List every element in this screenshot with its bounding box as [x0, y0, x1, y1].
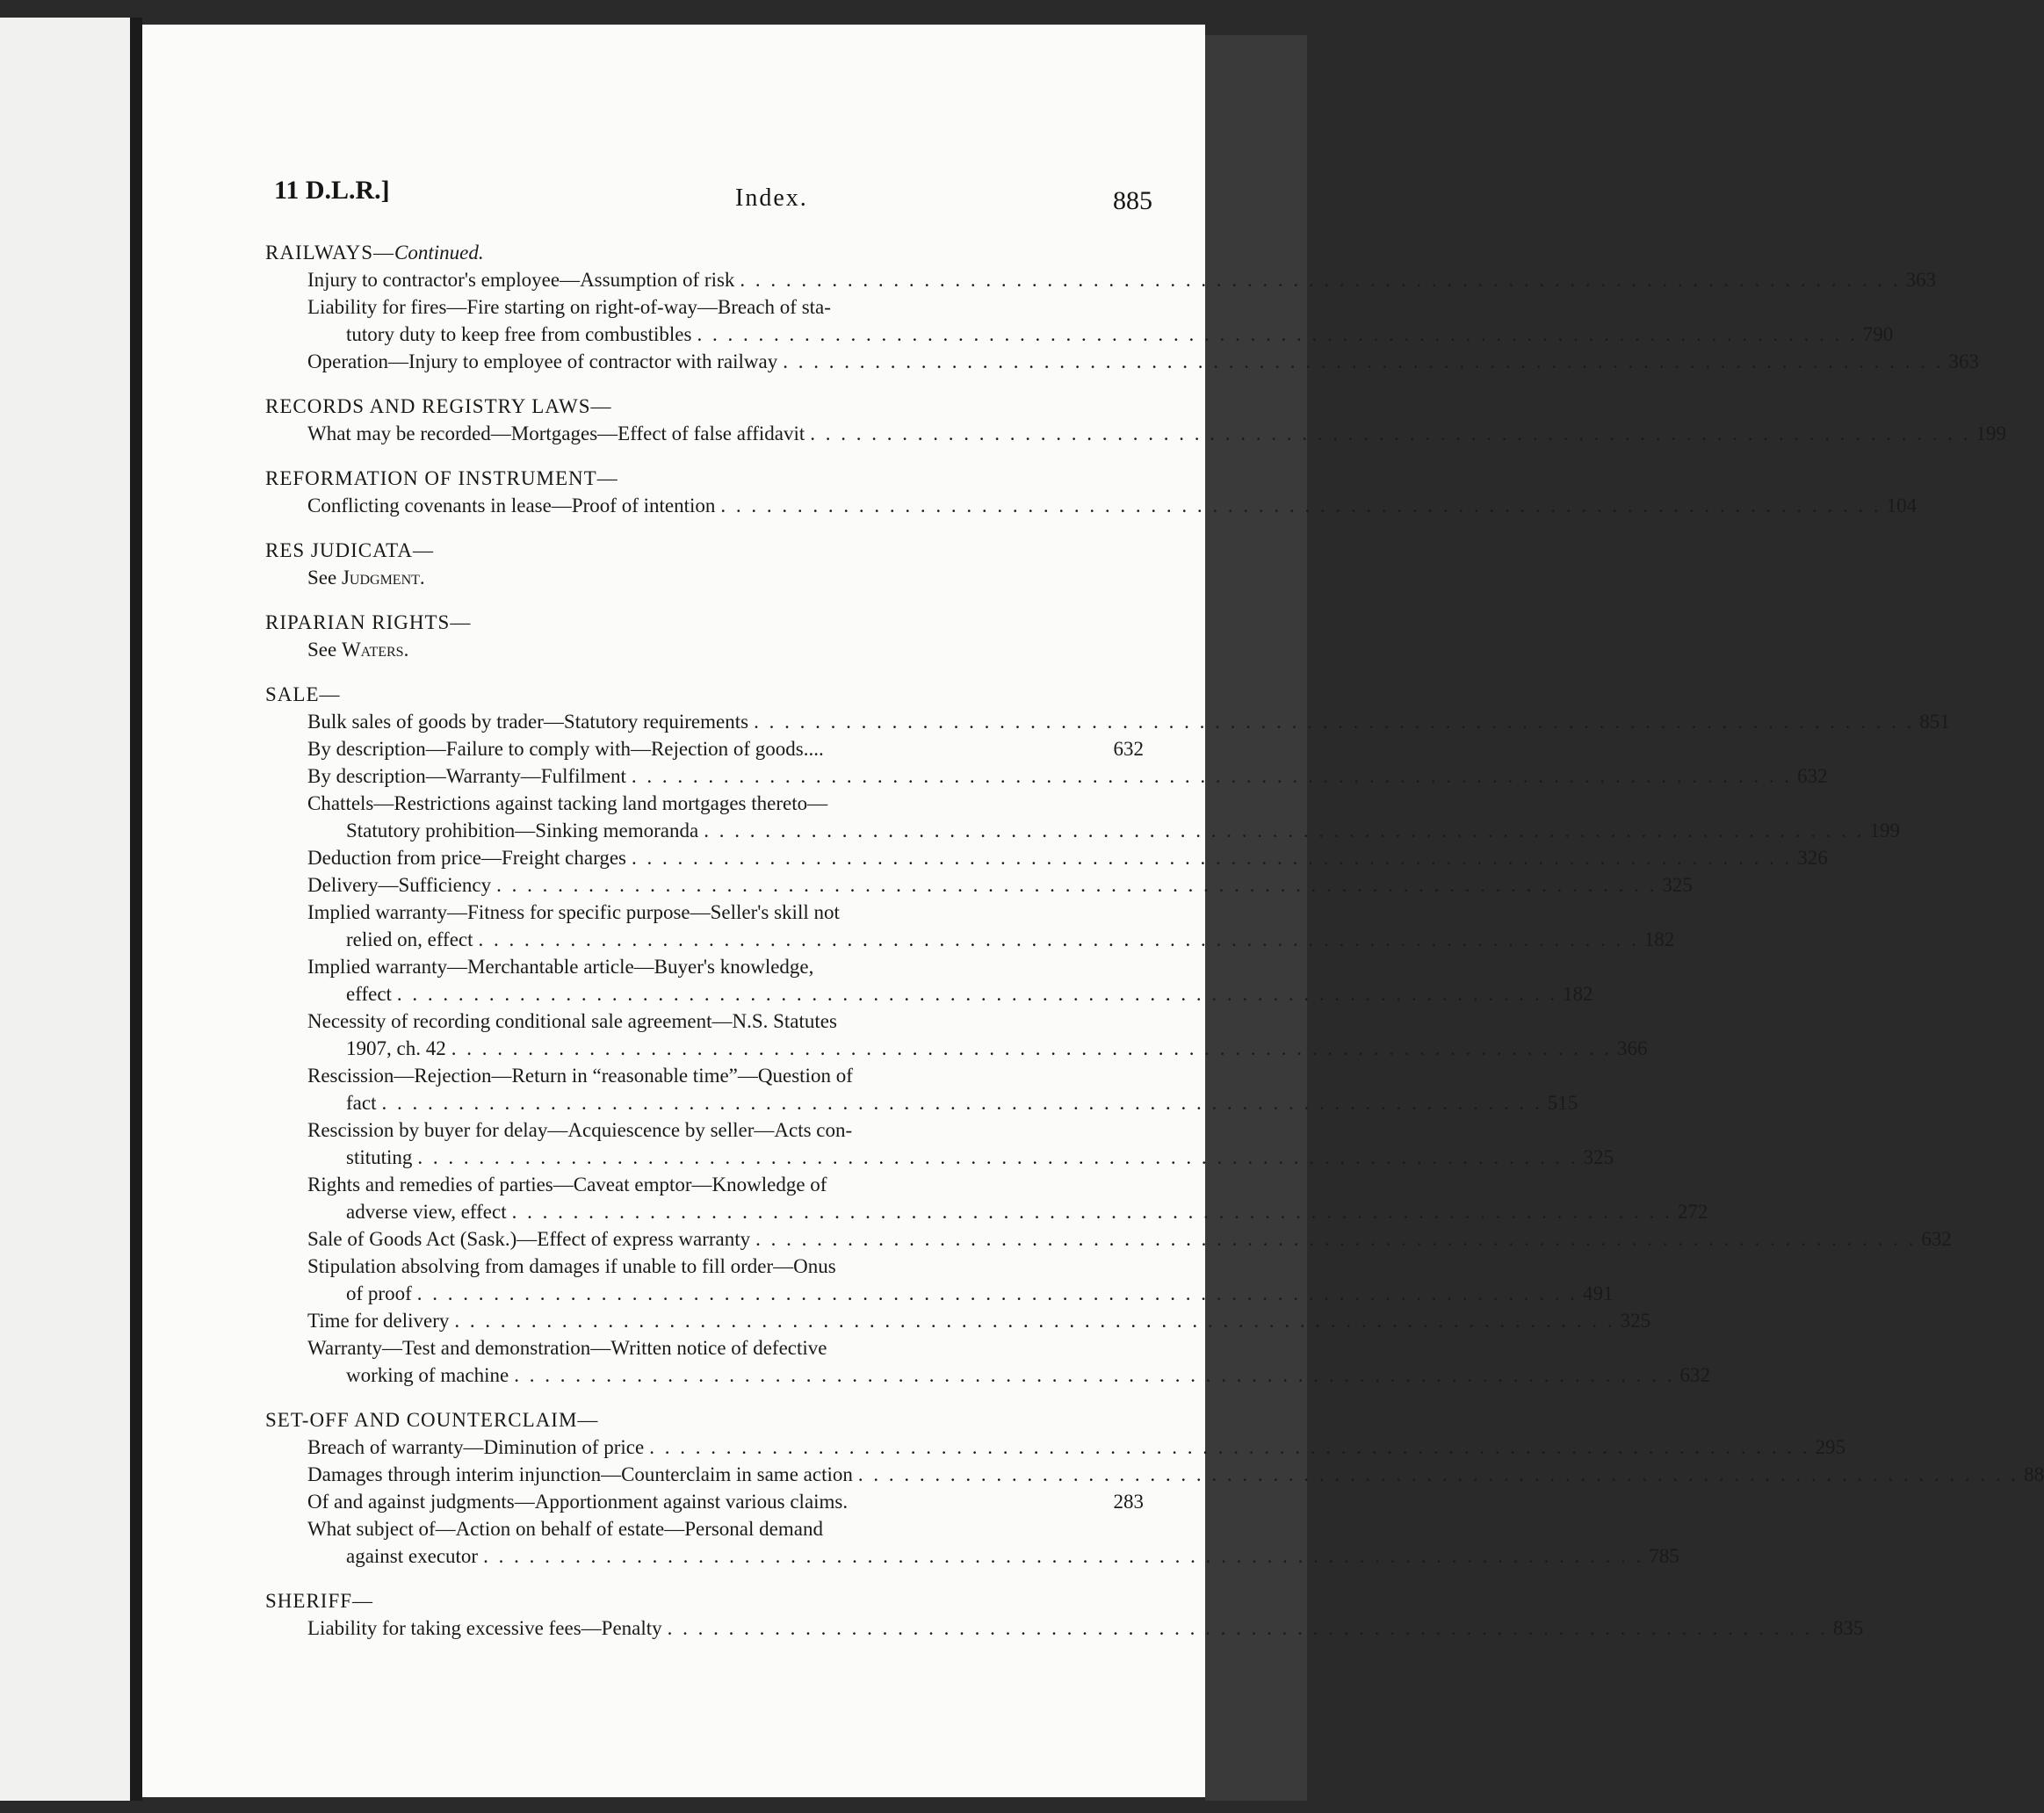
section-heading-text: RIPARIAN RIGHTS— — [265, 611, 472, 633]
entry-page-number: 851 — [1919, 711, 1950, 733]
entry-line — [307, 1542, 1649, 1570]
entry-text — [307, 1307, 1621, 1334]
dot-leader: . . . . . . . . . . . . . . . . . . . . . . . . . . . . . . . . . . . . . . . . . . . . . . . . . . . . . . . . . . . . . . . . . . . . . . . . . . . . — [754, 711, 1915, 733]
entry-line — [307, 1225, 1921, 1253]
section-heading-text: RES JUDICATA— — [265, 539, 434, 561]
entry-text — [307, 293, 1863, 348]
index-entry — [265, 266, 1937, 293]
dot-leader: . . . . . . . . . . . . . . . . . . . . . . . . . . . . . . . . . . . . . . . . . . . . . . . . . . . . . . . . . . . . . . . . . . . . . . . . . . . . — [496, 874, 1658, 896]
dot-leader: . . . . . . . . . . . . . . . . . . . . . . . . . . . . . . . . . . . . . . . . . . . . . . . . . . . . . . . . . . . . . . . . . . . . . . . . . . . . — [720, 495, 1881, 516]
entry-line-text: relied on, effect — [346, 928, 473, 950]
dot-leader: . . . . . . . . . . . . . . . . . . . . . . . . . . . . . . . . . . . . . . . . . . . . . . . . . . . . . . . . . . . . . . . . . . . . . . . . . . . . — [857, 1463, 2019, 1485]
entry-page-number: 632 — [1921, 1228, 1952, 1250]
book-gutter — [130, 18, 142, 1801]
index-entry — [265, 492, 1918, 519]
entry-line-text: tutory duty to keep free from combustibles — [346, 323, 692, 345]
index-entry — [265, 953, 1593, 1008]
index-entry — [265, 1171, 1708, 1225]
entry-line — [307, 926, 1644, 953]
dot-leader: . . . . . . . . . . . . . . . . . . . . . . . . . . . . . . . . . . . . . . . . . . . . . . . . . . . . . . . . . . . . . . . . . . . . . . . . . . . . — [740, 269, 1901, 291]
entry-page-number: 325 — [1583, 1146, 1614, 1168]
entry-text — [307, 735, 1098, 762]
section-heading — [265, 239, 1144, 266]
dot-leader: . . . . . . . . . . . . . . . . . . . . . . . . . . . . . . . . . . . . . . . . . . . . . . . . . . . . . . . . . . . . . . . . . . . . . . . . . . . . — [697, 323, 1858, 345]
entry-text — [307, 1515, 1649, 1570]
entry-line — [307, 1307, 1621, 1334]
index-entry — [265, 871, 1693, 899]
entry-line — [307, 790, 1869, 817]
entry-line — [307, 1334, 1679, 1362]
see-label: See — [307, 639, 342, 661]
entry-page-number: 515 — [1547, 1092, 1578, 1114]
entry-line-text: Liability for fires—Fire starting on right-of-way—Breach of sta- — [307, 296, 831, 318]
index-page — [142, 25, 2044, 1797]
entry-line-text: Bulk sales of goods by trader—Statutory requirements — [307, 711, 749, 733]
volume-label: 11 D.L.R.] — [274, 176, 390, 205]
section-heading — [265, 681, 1144, 708]
entry-line — [307, 1089, 1548, 1116]
cross-reference — [265, 564, 1144, 591]
entry-page-number: 199 — [1869, 820, 1900, 841]
entry-page-number: 283 — [1113, 1491, 1144, 1513]
entry-line — [307, 1008, 1617, 1035]
entry-line-text: Necessity of recording conditional sale agreement—N.S. Statutes — [307, 1010, 837, 1032]
dot-leader: . . . . . . . . . . . . . . . . . . . . . . . . . . . . . . . . . . . . . . . . . . . . . . . . . . . . . . . . . . . . . . . . . . . . . . . . . . . . — [810, 423, 1971, 444]
entry-page-number: 88 — [2024, 1463, 2044, 1485]
index-entry — [265, 1488, 1144, 1515]
entry-page-number: 632 — [1797, 765, 1828, 787]
entry-line — [307, 1362, 1679, 1389]
entry-page-number: 785 — [1649, 1545, 1679, 1567]
index-entry — [265, 790, 1900, 844]
entry-text — [307, 1062, 1548, 1116]
entry-line-text: 1907, ch. 42 — [346, 1037, 446, 1059]
entry-line — [307, 1144, 1584, 1171]
entry-line — [307, 1198, 1678, 1225]
index-entry — [265, 1116, 1614, 1171]
entry-page-number: 632 — [1679, 1364, 1710, 1386]
entry-page-number: 790 — [1862, 323, 1894, 345]
entry-line-text: Time for delivery — [307, 1310, 450, 1332]
entry-line — [307, 1280, 1583, 1307]
index-entry — [265, 1461, 2044, 1488]
entry-line — [307, 762, 1797, 790]
entry-line-text: Conflicting covenants in lease—Proof of intention — [307, 495, 716, 516]
entry-text — [307, 1171, 1678, 1225]
entry-line — [307, 1062, 1548, 1089]
entry-line — [307, 1488, 1098, 1515]
entry-line — [307, 871, 1662, 899]
index-entry — [265, 293, 1894, 348]
entry-line-text: Of and against judgments—Apportionment against various claims. — [307, 1491, 849, 1513]
page-title: Index. — [735, 184, 808, 212]
entry-line-text: Rescission by buyer for delay—Acquiescence by seller—Acts con- — [307, 1119, 853, 1141]
dot-leader: . . . . . . . . . . . . . . . . . . . . . . . . . . . . . . . . . . . . . . . . . . . . . . . . . . . . . . . . . . . . . . . . . . . . . . . . . . . . — [451, 1037, 1612, 1059]
entry-page-number: 104 — [1886, 495, 1918, 516]
entry-line — [307, 1614, 1833, 1642]
section-heading-text: RAILWAYS— — [265, 242, 395, 264]
entry-text — [307, 844, 1797, 871]
running-header — [274, 165, 1152, 218]
dot-leader: . . . . . . . . . . . . . . . . . . . . . . . . . . . . . . . . . . . . . . . . . . . . . . . . . . . . . . . . . . . . . . . . . . . . . . . . . . . . — [755, 1228, 1917, 1250]
entry-line — [307, 321, 1863, 348]
entry-text — [307, 762, 1797, 790]
entry-line-text: Damages through interim injunction—Counterclaim in same action — [307, 1463, 853, 1485]
entry-line-text: working of machine — [346, 1364, 509, 1386]
index-section — [265, 537, 1144, 591]
entry-line-text: Rights and remedies of parties—Caveat emptor—Knowledge of — [307, 1174, 827, 1195]
entry-line-text: Operation—Injury to employee of contractor with railway — [307, 350, 778, 372]
dot-leader: . . . . . . . . . . . . . . . . . . . . . . . . . . . . . . . . . . . . . . . . . . . . . . . . . . . . . . . . . . . . . . . . . . . . . . . . . . . . — [416, 1282, 1578, 1304]
section-heading-text: RECORDS AND REGISTRY LAWS— — [265, 395, 612, 417]
entry-page-number: 325 — [1620, 1310, 1651, 1332]
entry-line-text: What may be recorded—Mortgages—Effect of false affidavit — [307, 423, 805, 444]
index-entry — [265, 1434, 1845, 1461]
index-section — [265, 239, 1979, 375]
entry-page-number: 325 — [1662, 874, 1693, 896]
entry-line — [307, 844, 1797, 871]
entry-line — [307, 1253, 1583, 1280]
index-entry — [265, 735, 1144, 762]
dot-leader: . . . . . . . . . . . . . . . . . . . . . . . . . . . . . . . . . . . . . . . . . . . . . . . . . . . . . . . . . . . . . . . . . . . . . . . . . . . . — [631, 765, 1793, 787]
entry-line-text: effect — [346, 983, 392, 1005]
entry-page-number: 199 — [1975, 423, 2007, 444]
section-heading-text: SHERIFF— — [265, 1590, 374, 1612]
see-label: See — [307, 567, 342, 589]
entry-line-text: Breach of warranty—Diminution of price — [307, 1436, 645, 1458]
section-heading — [265, 609, 1144, 636]
dot-leader: . . . . . . . . . . . . . . . . . . . . . . . . . . . . . . . . . . . . . . . . . . . . . . . . . . . . . . . . . . . . . . . . . . . . . . . . . . . . — [704, 820, 1865, 841]
entry-line — [307, 953, 1563, 980]
entry-page-number: 363 — [1948, 350, 1979, 372]
section-heading — [265, 393, 1144, 420]
entry-line-text: stituting — [346, 1146, 413, 1168]
entry-page-number: 366 — [1616, 1037, 1648, 1059]
entry-line-text: Liability for taking excessive fees—Penalty — [307, 1617, 662, 1639]
entry-text — [307, 1008, 1617, 1062]
continued-label: Continued. — [394, 242, 484, 264]
entry-line-text: Chattels—Restrictions against tacking land mortgages thereto— — [307, 792, 828, 814]
dot-leader: . . . . . . . . . . . . . . . . . . . . . . . . . . . . . . . . . . . . . . . . . . . . . . . . . . . . . . . . . . . . . . . . . . . . . . . . . . . . — [454, 1310, 1615, 1332]
entry-line-text: Implied warranty—Fitness for specific purpose—Seller's skill not — [307, 901, 840, 923]
page-number: 885 — [1113, 186, 1152, 215]
entry-line-text: Sale of Goods Act (Sask.)—Effect of express warranty — [307, 1228, 751, 1250]
index-section — [265, 393, 2007, 447]
entry-text — [307, 420, 1976, 447]
entry-line-text: Implied warranty—Merchantable article—Buyer's knowledge, — [307, 956, 814, 978]
section-heading — [265, 1587, 1144, 1614]
entry-line-text: Delivery—Sufficiency — [307, 874, 492, 896]
entry-text — [307, 1434, 1815, 1461]
entry-page-number: 326 — [1797, 847, 1828, 869]
entry-text — [307, 953, 1563, 1008]
section-heading — [265, 1406, 1144, 1434]
entry-line — [307, 980, 1563, 1008]
index-entry — [265, 1225, 1952, 1253]
entry-line-text: Rescission—Rejection—Return in “reasonable time”—Question of — [307, 1065, 853, 1087]
entry-text — [307, 1116, 1584, 1171]
index-entry — [265, 899, 1675, 953]
index-section — [265, 1406, 2044, 1570]
index-entry — [265, 1614, 1864, 1642]
entry-line-text: Warranty—Test and demonstration—Written notice of defective — [307, 1337, 827, 1359]
entry-line — [307, 1116, 1584, 1144]
entry-text — [307, 899, 1644, 953]
entry-text — [307, 266, 1906, 293]
entry-text — [307, 708, 1919, 735]
entry-text — [307, 871, 1662, 899]
entry-line — [307, 293, 1863, 321]
dot-leader: . . . . . . . . . . . . . . . . . . . . . . . . . . . . . . . . . . . . . . . . . . . . . . . . . . . . . . . . . . . . . . . . . . . . . . . . . . . . — [478, 928, 1639, 950]
section-heading-text: SALE— — [265, 683, 341, 705]
entry-page-number: 272 — [1677, 1201, 1708, 1223]
entry-line — [307, 266, 1906, 293]
dot-leader: . . . . . . . . . . . . . . . . . . . . . . . . . . . . . . . . . . . . . . . . . . . . . . . . . . . . . . . . . . . . . . . . . . . . . . . . . . . . — [632, 847, 1793, 869]
see-reference: Judgment. — [341, 567, 425, 589]
index-entry — [265, 1515, 1679, 1570]
section-heading — [265, 465, 1144, 492]
entry-line — [307, 420, 1976, 447]
entry-line — [307, 817, 1869, 844]
entry-line-text: Injury to contractor's employee—Assumption of risk — [307, 269, 735, 291]
entry-text — [307, 1614, 1833, 1642]
index-section — [265, 1587, 1864, 1642]
entry-line — [307, 735, 1098, 762]
entry-text — [307, 1225, 1921, 1253]
entry-line — [307, 708, 1919, 735]
entry-text — [307, 790, 1869, 844]
facing-page-edge — [0, 18, 130, 1801]
entry-text — [307, 1334, 1679, 1389]
index-entry — [265, 348, 1979, 375]
entry-line-text: adverse view, effect — [346, 1201, 507, 1223]
entry-line — [307, 899, 1644, 926]
index-entry — [265, 762, 1828, 790]
entry-line — [307, 1171, 1678, 1198]
entry-line — [307, 1461, 2024, 1488]
entry-line-text: By description—Failure to comply with—Rejection of goods.... — [307, 738, 824, 760]
index-body — [265, 239, 2044, 1642]
index-entry — [265, 844, 1828, 871]
dot-leader: . . . . . . . . . . . . . . . . . . . . . . . . . . . . . . . . . . . . . . . . . . . . . . . . . . . . . . . . . . . . . . . . . . . . . . . . . . . . — [381, 1092, 1542, 1114]
see-reference: Waters. — [341, 639, 409, 661]
section-heading — [265, 537, 1144, 564]
entry-line — [307, 1035, 1617, 1062]
index-entry — [265, 1334, 1710, 1389]
entry-line-text: against executor — [346, 1545, 479, 1567]
dot-leader: . . . . . . . . . . . . . . . . . . . . . . . . . . . . . . . . . . . . . . . . . . . . . . . . . . . . . . . . . . . . . . . . . . . . . . . . . . . . — [483, 1545, 1644, 1567]
entry-text — [307, 1461, 2024, 1488]
index-entry — [265, 1307, 1651, 1334]
entry-line — [307, 492, 1887, 519]
entry-line — [307, 1434, 1815, 1461]
entry-page-number: 491 — [1582, 1282, 1614, 1304]
entry-text — [307, 1253, 1583, 1307]
dot-leader: . . . . . . . . . . . . . . . . . . . . . . . . . . . . . . . . . . . . . . . . . . . . . . . . . . . . . . . . . . . . . . . . . . . . . . . . . . . . — [396, 983, 1558, 1005]
entry-line — [307, 348, 1948, 375]
entry-line-text: of proof — [346, 1282, 412, 1304]
index-entry — [265, 420, 2007, 447]
index-entry — [265, 1253, 1614, 1307]
index-section — [265, 609, 1144, 663]
section-heading-text: SET-OFF AND COUNTERCLAIM— — [265, 1409, 599, 1431]
index-section — [265, 681, 1952, 1389]
dot-leader: . . . . . . . . . . . . . . . . . . . . . . . . . . . . . . . . . . . . . . . . . . . . . . . . . . . . . . . . . . . . . . . . . . . . . . . . . . . . — [417, 1146, 1578, 1168]
dot-leader: . . . . . . . . . . . . . . . . . . . . . . . . . . . . . . . . . . . . . . . . . . . . . . . . . . . . . . . . . . . . . . . . . . . . . . . . . . . . — [649, 1436, 1810, 1458]
dot-leader: . . . . . . . . . . . . . . . . . . . . . . . . . . . . . . . . . . . . . . . . . . . . . . . . . . . . . . . . . . . . . . . . . . . . . . . . . . . . — [514, 1364, 1675, 1386]
entry-text — [307, 348, 1948, 375]
dot-leader: . . . . . . . . . . . . . . . . . . . . . . . . . . . . . . . . . . . . . . . . . . . . . . . . . . . . . . . . . . . . . . . . . . . . . . . . . . . . — [783, 350, 1944, 372]
entry-text — [307, 1488, 1098, 1515]
index-section — [265, 465, 1918, 519]
index-entry — [265, 708, 1950, 735]
entry-page-number: 363 — [1905, 269, 1937, 291]
dot-leader: . . . . . . . . . . . . . . . . . . . . . . . . . . . . . . . . . . . . . . . . . . . . . . . . . . . . . . . . . . . . . . . . . . . . . . . . . . . . — [511, 1201, 1672, 1223]
entry-line-text: By description—Warranty—Fulfilment — [307, 765, 626, 787]
entry-line-text: What subject of—Action on behalf of estate—Personal demand — [307, 1518, 823, 1540]
entry-line-text: Statutory prohibition—Sinking memoranda — [346, 820, 699, 841]
entry-text — [307, 492, 1887, 519]
entry-page-number: 632 — [1113, 738, 1144, 760]
entry-page-number: 182 — [1643, 928, 1675, 950]
entry-page-number: 835 — [1832, 1617, 1864, 1639]
entry-line-text: Stipulation absolving from damages if unable to fill order—Onus — [307, 1255, 836, 1277]
entry-page-number: 182 — [1563, 983, 1593, 1005]
section-heading-text: REFORMATION OF INSTRUMENT— — [265, 467, 618, 489]
entry-line-text: Deduction from price—Freight charges — [307, 847, 626, 869]
index-entry — [265, 1008, 1648, 1062]
dot-leader: . . . . . . . . . . . . . . . . . . . . . . . . . . . . . . . . . . . . . . . . . . . . . . . . . . . . . . . . . . . . . . . . . . . . . . . . . . . . — [667, 1617, 1828, 1639]
index-entry — [265, 1062, 1578, 1116]
entry-page-number: 295 — [1815, 1436, 1845, 1458]
cross-reference — [265, 636, 1144, 663]
entry-line-text: fact — [346, 1092, 377, 1114]
entry-line — [307, 1515, 1649, 1542]
